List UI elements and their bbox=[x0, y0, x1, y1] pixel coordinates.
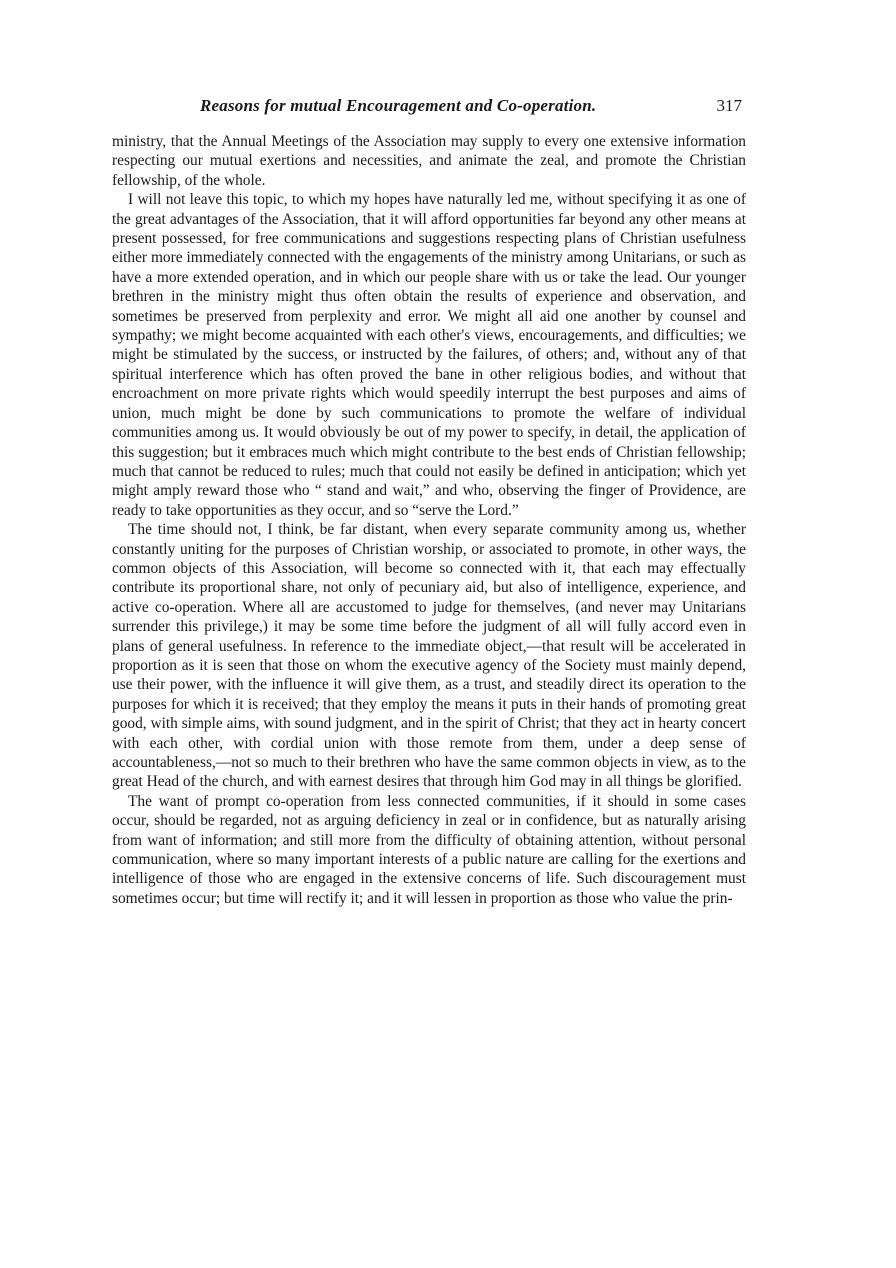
running-title: Reasons for mutual Encouragement and Co-operation. bbox=[200, 96, 597, 115]
paragraph-prompt-cooperation: The want of prompt co-operation from less connected communities, if it should in some cases occur, should be regarded, not as arguing deficiency in zeal or in confidence, but as naturally arising from want of information; and still more from the difficulty of obtaining attention, without personal communication, where so many important interests of a public nature are calling for the exertions and intelligence of those who are engaged in the extensive concerns of life. Such discouragement must sometimes occur; but time will rectify it; and it will lessen in proportion as those who value the prin- bbox=[112, 792, 746, 907]
body-text bbox=[112, 132, 746, 908]
paragraph-community-connection: The time should not, I think, be far distant, when every separate community among us, whether constantly uniting for the purposes of Christian worship, or associated to promote, in other ways, the common objects of this Association, will become so connected with it, that each may effectually contribute its proportional share, not only of pecuniary aid, but also of intelligence, experience, and active co-operation. Where all are accustomed to judge for themselves, (and never may Unitarians surrender this privilege,) it may be some time before the judgment of all will fully accord even in plans of general usefulness. In reference to the immediate object,—that result will be accelerated in proportion as it is seen that those on whom the executive agency of the Society must mainly depend, use their power, with the influence it will give them, as a trust, and steadily direct its operation to the purposes for which it is received; that they employ the means it puts in their hands of promoting great good, with simple aims, with sound judgment, and in the spirit of Christ; that they act in hearty concert with each other, with cordial union with those remote from them, under a deep sense of accountableness,—not so much to their brethren who have the same common objects in view, as to the great Head of the church, and with earnest desires that through him God may in all things be glorified. bbox=[112, 521, 746, 791]
paragraph-association-advantages: I will not leave this topic, to which my hopes have naturally led me, without specifying it as one of the great advantages of the Association, that it will afford opportunities far beyond any other means at present possessed, for free communications and suggestions respecting plans of Christian usefulness either more immediately connected with the engagements of the ministry among Unitarians, or such as have a more extended operation, and in which our people share with us or take the lead. Our younger brethren in the ministry might thus often obtain the results of experience and observation, and sometimes be preserved from perplexity and error. We might all aid one another by counsel and sympathy; we might become acquainted with each other's views, encouragements, and difficulties; we might be stimulated by the success, or instructed by the failures, of others; and, without any of that spiritual interference which has often proved the bane in other religious bodies, and without that encroachment on more private rights which would speedily interrupt the best purposes and aims of union, much might be done by such communications to promote the welfare of individual communities among us. It would obviously be out of my power to specify, in detail, the application of this suggestion; but it embraces much which might contribute to the best ends of Christian fellowship; much that cannot be reduced to rules; much that could not easily be defined in anticipation; which yet might amply reward those who “ stand and wait,” and who, observing the finger of Providence, are ready to take opportunities as they occur, and so “serve the Lord.” bbox=[112, 191, 746, 519]
page-number: 317 bbox=[716, 96, 742, 115]
running-head bbox=[112, 96, 746, 120]
book-page bbox=[112, 96, 746, 908]
paragraph-continuation: ministry, that the Annual Meetings of the Association may supply to every one extensive information respecting our mutual exertions and necessities, and animate the zeal, and promote the Christian fellowship, of the whole. bbox=[112, 133, 746, 189]
